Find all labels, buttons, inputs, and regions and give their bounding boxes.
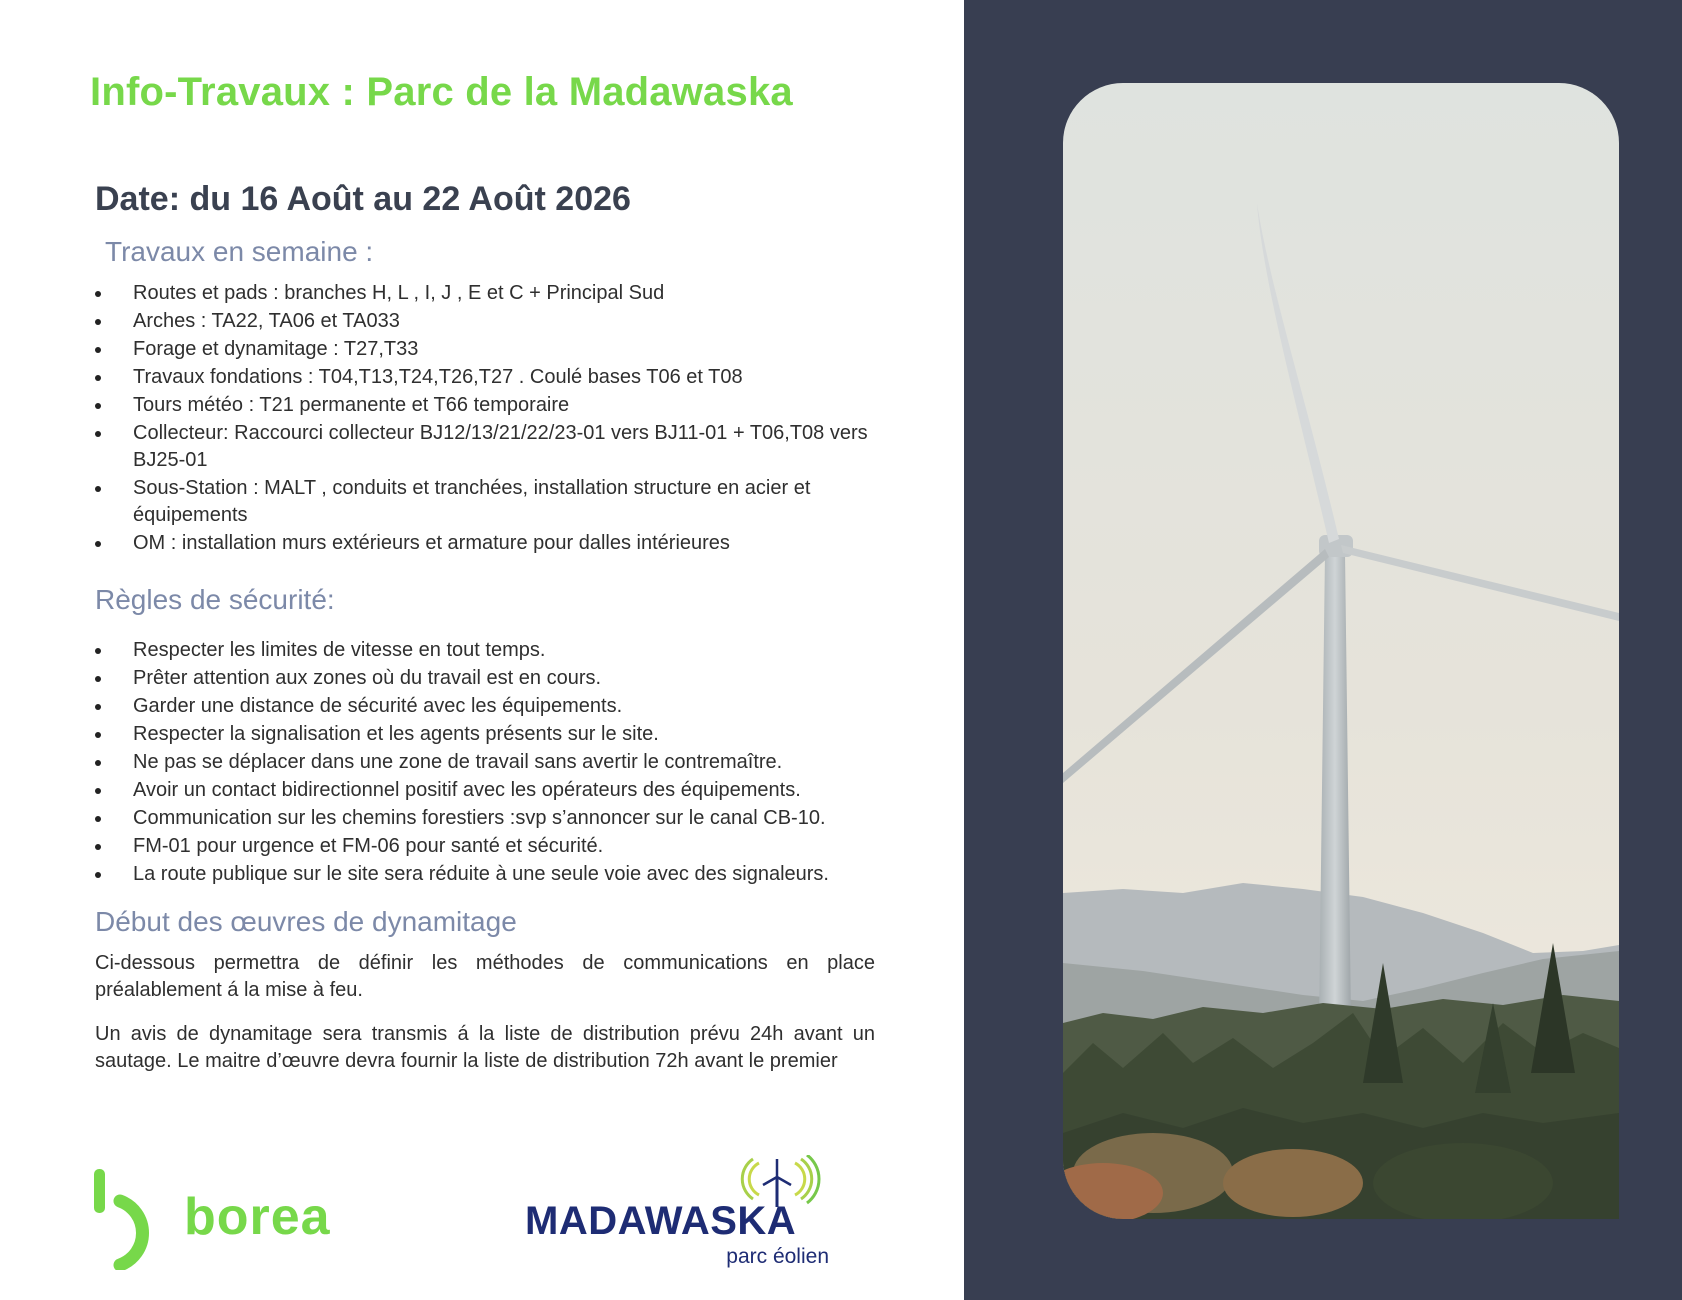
list-item: FM-01 pour urgence et FM-06 pour santé et sécurité.	[95, 833, 881, 860]
list-item: Travaux fondations : T04,T13,T24,T26,T27 . Coulé bases T06 et T08	[95, 364, 881, 391]
bullet-icon	[95, 760, 101, 766]
list-item: Avoir un contact bidirectionnel positif avec les opérateurs des équipements.	[95, 777, 881, 804]
blasting-heading: Début des œuvres de dynamitage	[95, 906, 517, 937]
bullet-icon	[95, 816, 101, 822]
madawaska-logo	[525, 1155, 835, 1270]
blasting-paragraph-2: Un avis de dynamitage sera transmis á la liste de distribution prévu 24h avant un sautage. Le maitre d’œuvre devra fournir la liste de distribution 72h avant le premier	[95, 1023, 875, 1072]
borea-mark-icon	[92, 1165, 172, 1270]
list-item: Respecter les limites de vitesse en tout temps.	[95, 637, 881, 664]
list-item: Respecter la signalisation et les agents présents sur le site.	[95, 721, 881, 748]
list-item: Communication sur les chemins forestiers :svp s’annoncer sur le canal CB-10.	[95, 805, 881, 832]
list-item: Arches : TA22, TA06 et TA033	[95, 308, 881, 335]
bullet-icon	[95, 291, 101, 297]
list-item: Garder une distance de sécurité avec les équipements.	[95, 693, 881, 720]
bullet-icon	[95, 704, 101, 710]
list-item: Tours météo : T21 permanente et T66 temporaire	[95, 392, 881, 419]
list-item: Collecteur: Raccourci collecteur BJ12/13/21/22/23-01 vers BJ11-01 + T06,T08 vers BJ25-01	[95, 420, 881, 474]
list-item: OM : installation murs extérieurs et armature pour dalles intérieures	[95, 530, 881, 557]
wind-turbine-landscape-image	[1063, 83, 1619, 1219]
bullet-icon	[95, 872, 101, 878]
bullet-icon	[95, 486, 101, 492]
blasting-paragraph-1: Ci-dessous permettra de définir les méthodes de communications en place préalablement á la mise à feu.	[95, 952, 875, 1001]
bullet-icon	[95, 319, 101, 325]
wind-turbine-photo	[1063, 83, 1619, 1219]
weekday-works-heading: Travaux en semaine :	[105, 236, 374, 267]
borea-logo	[92, 1165, 372, 1270]
safety-rules-heading: Règles de sécurité:	[95, 584, 335, 615]
bullet-icon	[95, 732, 101, 738]
list-item: Routes et pads : branches H, L , I, J , E et C + Principal Sud	[95, 280, 881, 307]
bullet-icon	[95, 431, 101, 437]
borea-wordmark: borea	[184, 1188, 331, 1246]
bullet-icon	[95, 648, 101, 654]
date-range: Date: du 16 Août au 22 Août 2026	[95, 180, 631, 218]
list-item: Forage et dynamitage : T27,T33	[95, 336, 881, 363]
bullet-icon	[95, 541, 101, 547]
madawaska-subtitle: parc éolien	[726, 1245, 829, 1268]
madawaska-wordmark: MADAWASKA	[525, 1199, 797, 1243]
bullet-icon	[95, 347, 101, 353]
safety-rules-list	[95, 637, 881, 889]
page-title: Info-Travaux : Parc de la Madawaska	[90, 70, 793, 114]
bullet-icon	[95, 788, 101, 794]
list-item: La route publique sur le site sera réduite à une seule voie avec des signaleurs.	[95, 861, 881, 888]
list-item: Sous-Station : MALT , conduits et tranchées, installation structure en acier et équipements	[95, 475, 881, 529]
bullet-icon	[95, 676, 101, 682]
bullet-icon	[95, 375, 101, 381]
weekday-works-list	[95, 280, 881, 558]
bullet-icon	[95, 844, 101, 850]
list-item: Prêter attention aux zones où du travail est en cours.	[95, 665, 881, 692]
list-item: Ne pas se déplacer dans une zone de travail sans avertir le contremaître.	[95, 749, 881, 776]
bullet-icon	[95, 403, 101, 409]
